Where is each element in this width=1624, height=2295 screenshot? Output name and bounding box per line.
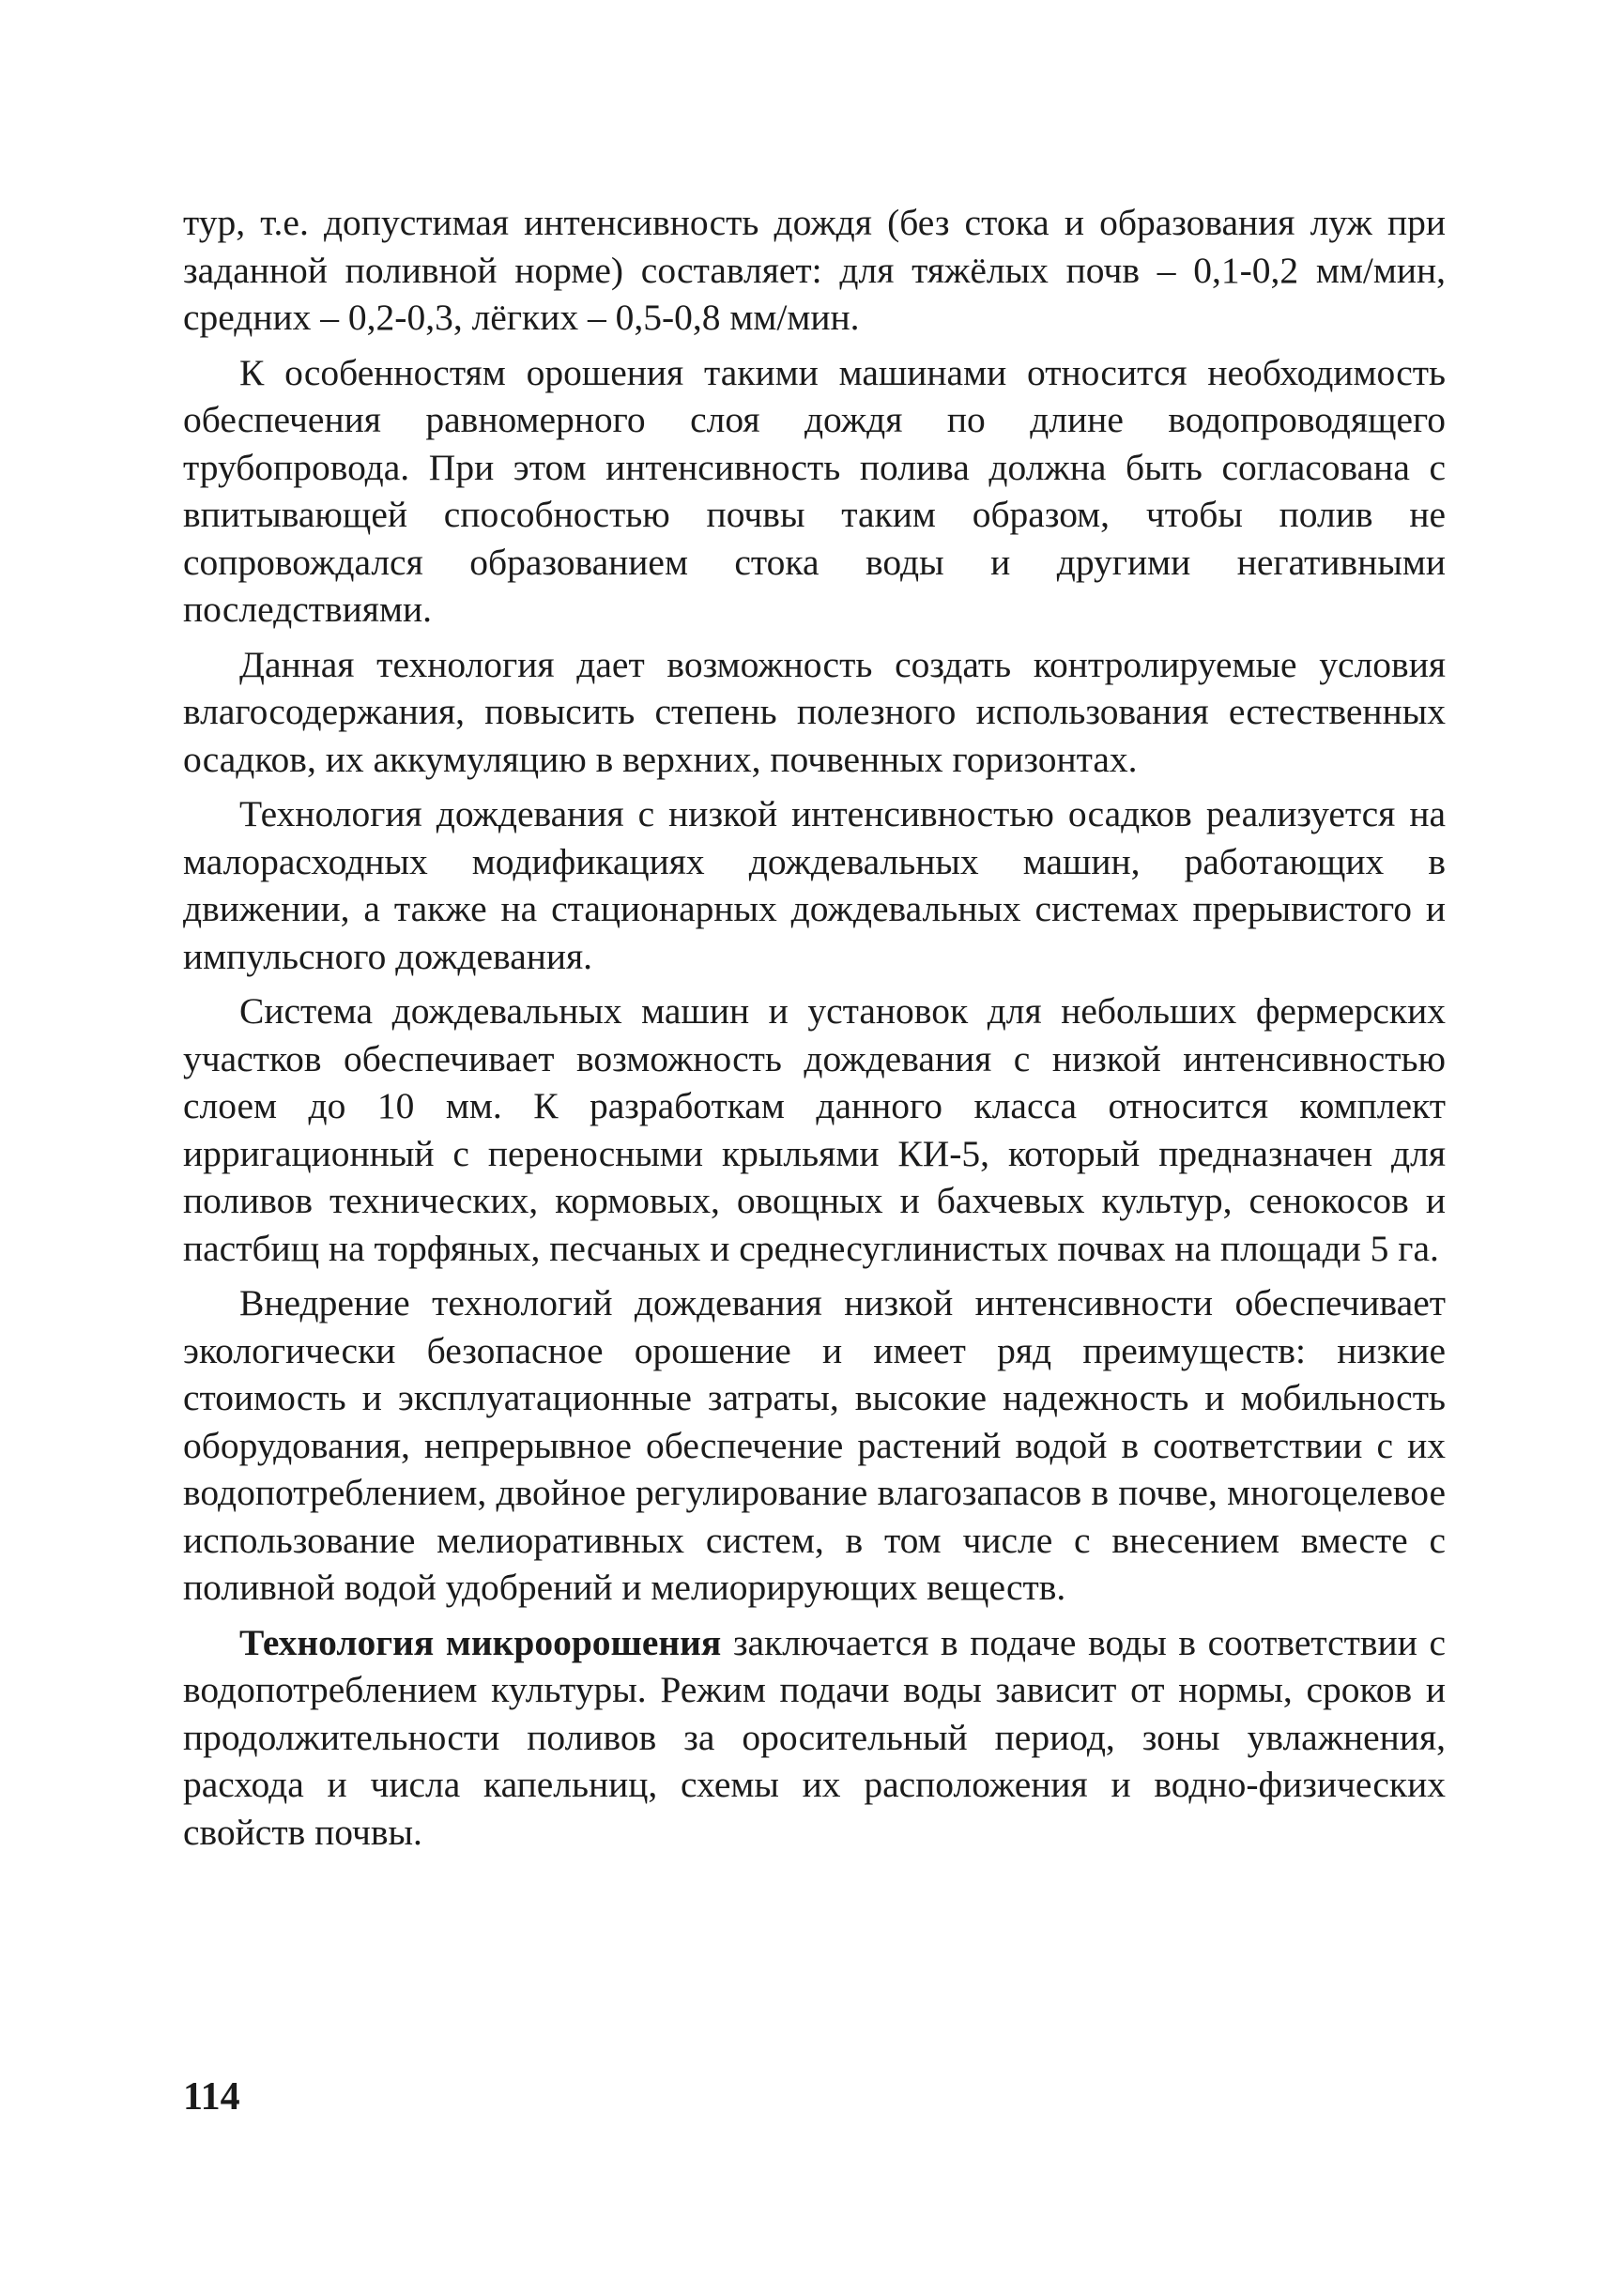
paragraph-2: К особенностям орошения такими машинами относится необходимость обеспечения равномерного слоя дождя по длине водопроводящего трубопровода. При этом интенсивность полива должна быть согласована с впитывающей способностью почвы таким образом, чтобы полив не сопровождался образованием стока воды и другими негативными последствиями. — [183, 351, 1446, 630]
page-number: 114 — [183, 2075, 240, 2119]
paragraph-7 — [183, 1619, 1446, 1857]
paragraph-5: Система дождевальных машин и установок для небольших фермерских участков обеспечивает возможность дождевания с низкой интенсивностью слоем до 10 мм. К разработкам данного класса относится комплект ирригационный с переносными крыльями КИ-5, который предназначен для поливов технических, кормовых, овощных и бахчевых культур, сенокосов и пастбищ на торфяных, песчаных и среднесуглинистых почвах на площади 5 га. — [183, 990, 1446, 1269]
paragraph-1: тур, т.е. допустимая интенсивность дождя (без стока и образования луж при заданной поливной норме) составляет: для тяжёлых почв – 0,1-0,2 мм/мин, средних – 0,2-0,3, лёгких – 0,5-0,8 мм/мин. — [183, 202, 1446, 338]
paragraph-7-heading: Технология микроорошения — [239, 1621, 722, 1663]
page-body — [183, 199, 1446, 1863]
paragraph-3: Данная технология дает возможность создать контролируемые условия влагосодержания, повысить степень полезного использования естественных осадков, их аккумуляцию в верхних, почвенных горизонтах. — [183, 643, 1446, 780]
paragraph-4: Технология дождевания с низкой интенсивностью осадков реализуется на малорасходных модификациях дождевальных машин, работающих в движении, а также на стационарных дождевальных системах прерывистого и импульсного дождевания. — [183, 793, 1446, 977]
paragraph-6: Внедрение технологий дождевания низкой интенсивности обеспечивает экологически безопасное орошение и имеет ряд преимуществ: низкие стоимость и эксплуатационные затраты, высокие надежность и мобильность оборудования, непрерывное обеспечение растений водой в соответствии с их водопотреблением, двойное регулирование влагозапасов в почве, многоцелевое использование мелиоративных систем, в том числе с внесением вместе с поливной водой удобрений и мелиорирующих веществ. — [183, 1282, 1446, 1608]
paragraph-7-text: заключается в подаче воды в соответствии с водопотреблением культуры. Режим подачи воды зависит от нормы, сроков и продолжительности поливов за оросительный период, зоны увлажнения, расхода и числа капельниц, схемы их расположения и водно-физических свойств почвы. — [183, 1621, 1446, 1853]
